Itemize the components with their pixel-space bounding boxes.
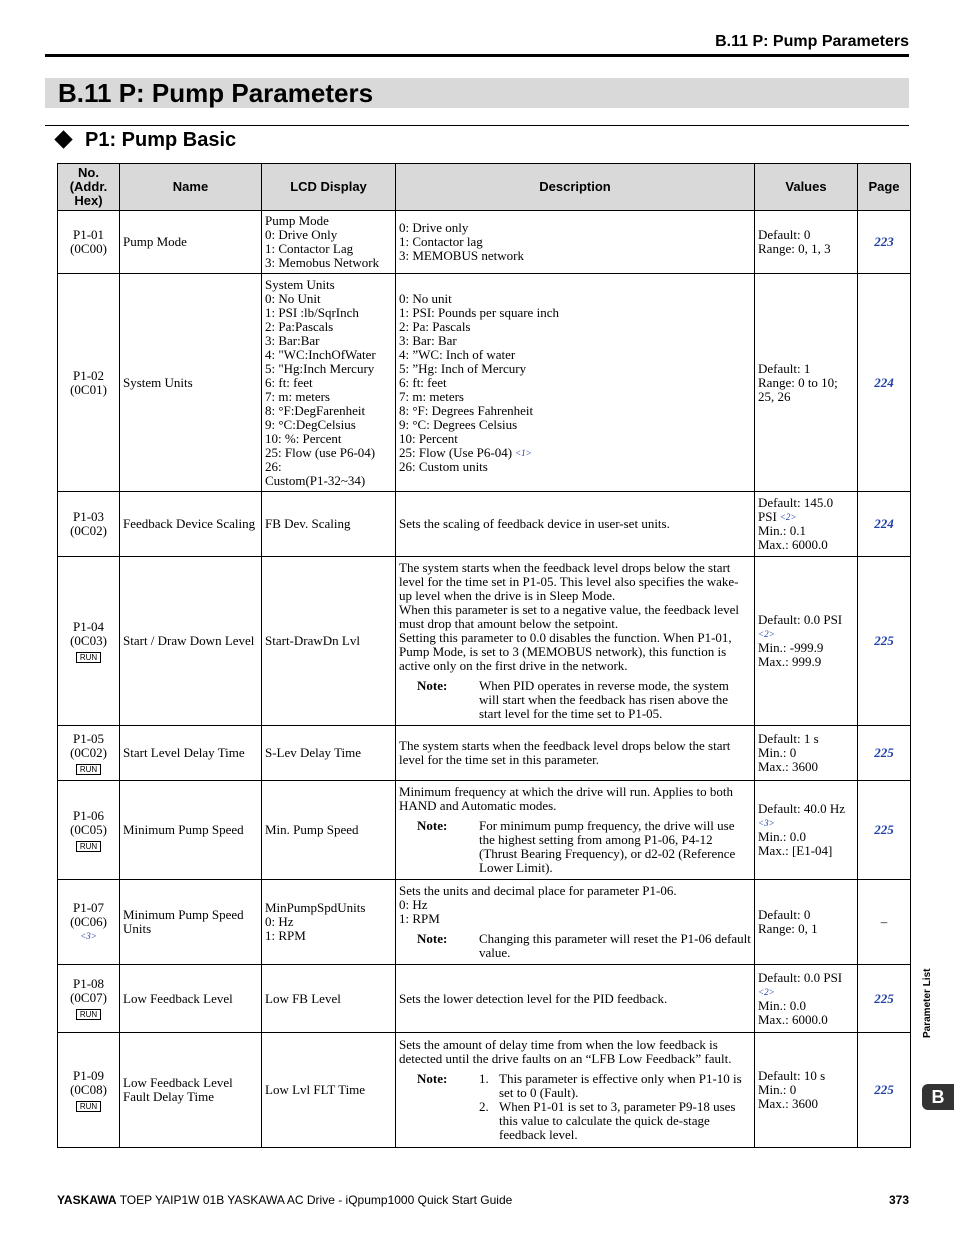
description-line: 1: RPM bbox=[399, 911, 440, 926]
note-text: Changing this parameter will reset the P1-06 default value. bbox=[479, 931, 751, 960]
description-line: Minimum frequency at which the drive will run. Applies to both HAND and Automatic modes. bbox=[399, 784, 733, 813]
param-number-cell bbox=[58, 781, 120, 880]
values-cell bbox=[755, 1033, 858, 1148]
parameter-table bbox=[57, 163, 911, 1148]
param-number: P1-07 bbox=[72, 900, 105, 915]
run-badge: RUN bbox=[76, 1009, 101, 1020]
description-line: Sets the amount of delay time from when the low feedback is detected until the drive faults on an “LFB Low Feedback” fault. bbox=[399, 1037, 732, 1066]
value-line: Min.: 0 bbox=[758, 745, 797, 760]
description-cell bbox=[396, 1033, 755, 1148]
value-line: Min.: 0.0 bbox=[758, 997, 807, 1013]
param-address: (0C08) bbox=[70, 1081, 107, 1097]
param-number: P1-01 bbox=[72, 227, 105, 242]
param-number-cell bbox=[58, 965, 120, 1033]
table-row bbox=[58, 965, 911, 1033]
value-line: Max.: 3600 bbox=[758, 759, 818, 774]
note-block bbox=[399, 679, 751, 721]
lcd-line: 10: %: Percent bbox=[265, 430, 342, 446]
description-line: The system starts when the feedback level drops below the start level for the time set in P1-05. This level also specifies the wake-up level when the drive is in Sleep Mode. bbox=[399, 560, 739, 603]
description-line: 4: ”WC: Inch of water bbox=[399, 346, 516, 362]
page-link[interactable]: 225 bbox=[858, 557, 911, 726]
description-line: Sets the units and decimal place for parameter P1-06. bbox=[399, 883, 677, 898]
note-item-number: 1. bbox=[479, 1071, 489, 1086]
param-address: (0C02) bbox=[70, 523, 107, 538]
description-cell bbox=[396, 781, 755, 880]
param-number-cell bbox=[58, 211, 120, 274]
param-name-cell bbox=[120, 781, 262, 880]
page-link[interactable]: 223 bbox=[858, 211, 911, 274]
value-line: Max.: 999.9 bbox=[758, 654, 822, 669]
param-name: Minimum Pump Speed Units bbox=[123, 907, 244, 936]
param-name: Minimum Pump Speed bbox=[123, 822, 244, 837]
value-line: Default: 40.0 Hz bbox=[758, 801, 846, 816]
value-line: Default: 10 s bbox=[758, 1068, 826, 1083]
table-row bbox=[58, 492, 911, 557]
param-name: Start / Draw Down Level bbox=[123, 633, 255, 648]
param-number: P1-09 bbox=[72, 1067, 105, 1083]
header-rule bbox=[45, 54, 909, 57]
side-tab-b[interactable]: B bbox=[922, 1084, 954, 1110]
note-list bbox=[479, 1072, 751, 1142]
header-page: Page bbox=[858, 164, 911, 211]
lcd-line: MinPumpSpdUnits bbox=[265, 900, 366, 915]
value-line: 25, 26 bbox=[758, 388, 791, 404]
param-name-cell bbox=[120, 1033, 262, 1148]
page-link[interactable]: 225 bbox=[858, 965, 911, 1033]
lcd-display-cell bbox=[262, 781, 396, 880]
lcd-line: 3: Memobus Network bbox=[265, 255, 380, 270]
lcd-line: 25: Flow (use P6-04) bbox=[265, 444, 376, 460]
table-row bbox=[58, 781, 911, 880]
param-address: (0C06) bbox=[70, 914, 107, 929]
description-cell bbox=[396, 211, 755, 274]
table-row bbox=[58, 880, 911, 965]
lcd-display-cell bbox=[262, 726, 396, 781]
lcd-line: 0: No Unit bbox=[265, 290, 321, 306]
run-badge: RUN bbox=[76, 1101, 101, 1112]
description-line: 26: Custom units bbox=[399, 458, 488, 474]
param-address: (0C02) bbox=[70, 744, 107, 760]
description-line: 3: MEMOBUS network bbox=[399, 248, 524, 263]
param-name-cell bbox=[120, 880, 262, 965]
description-line: 3: Bar: Bar bbox=[399, 332, 457, 348]
header-description: Description bbox=[396, 164, 755, 211]
lcd-line: 8: °F:DegFarenheit bbox=[265, 402, 366, 418]
lcd-line: 1: PSI :lb/SqrInch bbox=[265, 304, 359, 320]
description-cell bbox=[396, 880, 755, 965]
param-name: Start Level Delay Time bbox=[123, 745, 245, 760]
param-name-cell bbox=[120, 274, 262, 492]
lcd-line: 6: ft: feet bbox=[265, 374, 313, 390]
page-link[interactable]: 225 bbox=[858, 1033, 911, 1148]
page-link: – bbox=[858, 880, 911, 965]
description-cell bbox=[396, 492, 755, 557]
lcd-line: Pump Mode bbox=[265, 213, 329, 228]
lcd-line: 7: m: meters bbox=[265, 388, 330, 404]
description-line: 1: PSI: Pounds per square inch bbox=[399, 304, 559, 320]
footer-brand: YASKAWA bbox=[57, 1193, 117, 1207]
footnote-ref-link[interactable]: <2> bbox=[758, 629, 775, 639]
note-list-item bbox=[479, 1100, 751, 1142]
lcd-display-cell bbox=[262, 492, 396, 557]
section-title: B.11 P: Pump Parameters bbox=[58, 78, 374, 108]
value-line: Max.: [E1-04] bbox=[758, 843, 833, 858]
footnote-ref-link[interactable]: <2> bbox=[779, 512, 797, 522]
param-number: P1-04 bbox=[72, 618, 105, 634]
note-text: For minimum pump frequency, the drive will use the highest setting from among P1-06, P4-12 (Thrust Bearing Frequency), or d2-02 (Reference Lower Limit). bbox=[479, 818, 736, 875]
param-number-cell bbox=[58, 880, 120, 965]
lcd-line: Min. Pump Speed bbox=[265, 822, 359, 837]
param-number: P1-08 bbox=[72, 976, 105, 991]
param-address: (0C07) bbox=[70, 990, 107, 1005]
table-row bbox=[58, 211, 911, 274]
note-label: Note: bbox=[417, 931, 448, 946]
note-item-text: When P1-01 is set to 3, parameter P9-18 uses this value to calculate the quick de-stage feedback level. bbox=[499, 1099, 736, 1142]
description-line: Sets the lower detection level for the PID feedback. bbox=[399, 990, 668, 1006]
lcd-line: Start-DrawDn Lvl bbox=[265, 633, 360, 648]
page-link[interactable]: 224 bbox=[858, 492, 911, 557]
values-cell bbox=[755, 557, 858, 726]
description-line: 0: No unit bbox=[399, 290, 452, 306]
param-address: (0C01) bbox=[70, 381, 107, 397]
footnote-ref-link[interactable]: <1> bbox=[515, 447, 532, 458]
value-line: Min.: 0 bbox=[758, 1082, 797, 1097]
value-line: Min.: 0.0 bbox=[758, 829, 807, 844]
header-values: Values bbox=[755, 164, 858, 211]
footnote-ref-link[interactable]: <2> bbox=[758, 986, 775, 997]
lcd-line: 0: Hz bbox=[265, 914, 294, 929]
lcd-line: Low FB Level bbox=[265, 990, 341, 1006]
param-number: P1-02 bbox=[72, 367, 105, 383]
value-line: Min.: 0.1 bbox=[758, 523, 807, 538]
lcd-line: 5: "Hg:Inch Mercury bbox=[265, 360, 375, 376]
param-address: (0C05) bbox=[70, 821, 107, 837]
value-line: Range: 0, 1 bbox=[758, 921, 818, 936]
note-item-text: This parameter is effective only when P1-10 is set to 0 (Fault). bbox=[499, 1071, 742, 1100]
header-no: No. (Addr. Hex) bbox=[58, 164, 120, 211]
description-line: 5: ”Hg: Inch of Mercury bbox=[399, 360, 527, 376]
note-block bbox=[399, 819, 751, 875]
lcd-display-cell bbox=[262, 274, 396, 492]
value-line: Max.: 3600 bbox=[758, 1096, 818, 1111]
section-rule bbox=[45, 125, 909, 126]
lcd-line: FB Dev. Scaling bbox=[265, 516, 351, 531]
param-number-cell bbox=[58, 1033, 120, 1148]
value-line: Default: 0 bbox=[758, 227, 811, 242]
description-line: Sets the scaling of feedback device in user-set units. bbox=[399, 516, 670, 531]
table-header-row bbox=[58, 164, 911, 211]
running-header: B.11 P: Pump Parameters bbox=[715, 33, 909, 50]
param-name: System Units bbox=[123, 374, 193, 390]
value-line: Range: 0 to 10; bbox=[758, 374, 838, 390]
value-line: Max.: 6000.0 bbox=[758, 1011, 828, 1027]
value-line: Default: 0.0 PSI bbox=[758, 969, 843, 985]
values-cell bbox=[755, 781, 858, 880]
lcd-line: 26: bbox=[265, 458, 282, 474]
run-badge: RUN bbox=[76, 764, 101, 775]
header-name: Name bbox=[120, 164, 262, 211]
param-name-cell bbox=[120, 965, 262, 1033]
lcd-line: Custom(P1-32~34) bbox=[265, 472, 366, 488]
value-line: Range: 0, 1, 3 bbox=[758, 241, 831, 256]
value-line: Default: 1 s bbox=[758, 731, 819, 746]
lcd-line: 9: °C:DegCelsius bbox=[265, 416, 356, 432]
param-number-cell bbox=[58, 726, 120, 781]
values-cell bbox=[755, 965, 858, 1033]
value-line: Min.: -999.9 bbox=[758, 640, 824, 655]
note-block bbox=[399, 1072, 751, 1142]
param-number-cell bbox=[58, 557, 120, 726]
lcd-line: 3: Bar:Bar bbox=[265, 332, 320, 348]
lcd-line: Low Lvl FLT Time bbox=[265, 1082, 366, 1097]
value-line: PSI bbox=[758, 509, 777, 524]
table-row bbox=[58, 726, 911, 781]
values-cell bbox=[755, 492, 858, 557]
value-line: Default: 0.0 PSI bbox=[758, 612, 843, 627]
param-name: Pump Mode bbox=[123, 234, 187, 249]
note-label: Note: bbox=[417, 1071, 448, 1086]
description-line: Setting this parameter to 0.0 disables the function. When P1-01, Pump Mode, is set to 3 (MEMOBUS network), this function is active only on the first drive in the network. bbox=[399, 630, 732, 673]
description-line: The system starts when the feedback level drops below the start level for the time set in this parameter. bbox=[399, 738, 731, 767]
param-number-cell bbox=[58, 492, 120, 557]
footer bbox=[57, 1193, 512, 1207]
description-line: 0: Hz bbox=[399, 897, 428, 912]
lcd-line: 1: Contactor Lag bbox=[265, 241, 354, 256]
lcd-line: S-Lev Delay Time bbox=[265, 745, 362, 760]
param-name-cell bbox=[120, 726, 262, 781]
table-row bbox=[58, 1033, 911, 1148]
values-cell bbox=[755, 880, 858, 965]
run-badge: RUN bbox=[76, 652, 101, 663]
table-row bbox=[58, 274, 911, 492]
values-cell bbox=[755, 211, 858, 274]
lcd-display-cell bbox=[262, 211, 396, 274]
description-line: 7: m: meters bbox=[399, 388, 464, 404]
subsection-title: P1: Pump Basic bbox=[85, 129, 237, 151]
value-line: Default: 0 bbox=[758, 907, 811, 922]
lcd-display-cell bbox=[262, 1033, 396, 1148]
param-name: Feedback Device Scaling bbox=[123, 516, 256, 531]
lcd-display-cell bbox=[262, 965, 396, 1033]
param-number: P1-05 bbox=[72, 730, 105, 746]
lcd-line: 4: "WC:InchOfWater bbox=[265, 346, 376, 362]
description-line: 10: Percent bbox=[399, 430, 458, 446]
param-address: (0C00) bbox=[70, 241, 107, 256]
description-line: 2: Pa: Pascals bbox=[399, 318, 471, 334]
lcd-line: System Units bbox=[265, 276, 335, 292]
footnote-ref-link[interactable]: <3> bbox=[80, 931, 97, 941]
param-address: (0C03) bbox=[70, 632, 107, 648]
footer-text: TOEP YAIP1W 01B YASKAWA AC Drive - iQpump1000 Quick Start Guide bbox=[116, 1193, 513, 1207]
value-line: Max.: 6000.0 bbox=[758, 537, 828, 552]
page-link[interactable]: 225 bbox=[858, 781, 911, 880]
note-item-number: 2. bbox=[479, 1099, 489, 1114]
param-name-cell bbox=[120, 557, 262, 726]
note-label: Note: bbox=[417, 818, 448, 833]
param-number: P1-03 bbox=[72, 509, 105, 524]
diamond-bullet-icon bbox=[54, 130, 72, 148]
description-line: 6: ft: feet bbox=[399, 374, 447, 390]
lcd-line: 1: RPM bbox=[265, 928, 306, 943]
description-cell bbox=[396, 274, 755, 492]
description-line: 8: °F: Degrees Fahrenheit bbox=[399, 402, 534, 418]
footnote-ref-link[interactable]: <3> bbox=[758, 818, 775, 828]
header-lcd-display: LCD Display bbox=[262, 164, 396, 211]
page-link[interactable]: 225 bbox=[858, 726, 911, 781]
description-line: 0: Drive only bbox=[399, 220, 469, 235]
page-number: 373 bbox=[888, 1193, 909, 1207]
description-line: When this parameter is set to a negative value, the feedback level must drop that amount below the setpoint. bbox=[399, 602, 740, 631]
note-body bbox=[479, 1072, 751, 1142]
param-name-cell bbox=[120, 211, 262, 274]
lcd-display-cell bbox=[262, 557, 396, 726]
description-line: 25: Flow (Use P6-04) bbox=[399, 444, 513, 460]
page-link[interactable]: 224 bbox=[858, 274, 911, 492]
param-number-cell bbox=[58, 274, 120, 492]
description-cell bbox=[396, 965, 755, 1033]
note-text: When PID operates in reverse mode, the system will start when the feedback has risen above the start level for the time set to P1-05. bbox=[479, 678, 729, 721]
description-line: 1: Contactor lag bbox=[399, 234, 483, 249]
description-cell bbox=[396, 726, 755, 781]
lcd-line: 0: Drive Only bbox=[265, 227, 338, 242]
param-name: Low Feedback Level Fault Delay Time bbox=[123, 1075, 233, 1104]
param-name: Low Feedback Level bbox=[123, 990, 233, 1006]
value-line: Default: 1 bbox=[758, 360, 811, 376]
description-cell bbox=[396, 557, 755, 726]
value-line: Default: 145.0 bbox=[758, 495, 834, 510]
lcd-line: 2: Pa:Pascals bbox=[265, 318, 334, 334]
note-label: Note: bbox=[417, 678, 448, 693]
param-name-cell bbox=[120, 492, 262, 557]
lcd-display-cell bbox=[262, 880, 396, 965]
param-number: P1-06 bbox=[72, 807, 105, 823]
run-badge: RUN bbox=[76, 841, 101, 852]
values-cell bbox=[755, 726, 858, 781]
table-row bbox=[58, 557, 911, 726]
description-line: 9: °C: Degrees Celsius bbox=[399, 416, 518, 432]
note-block bbox=[399, 932, 751, 960]
note-list-item bbox=[479, 1072, 751, 1100]
values-cell bbox=[755, 274, 858, 492]
